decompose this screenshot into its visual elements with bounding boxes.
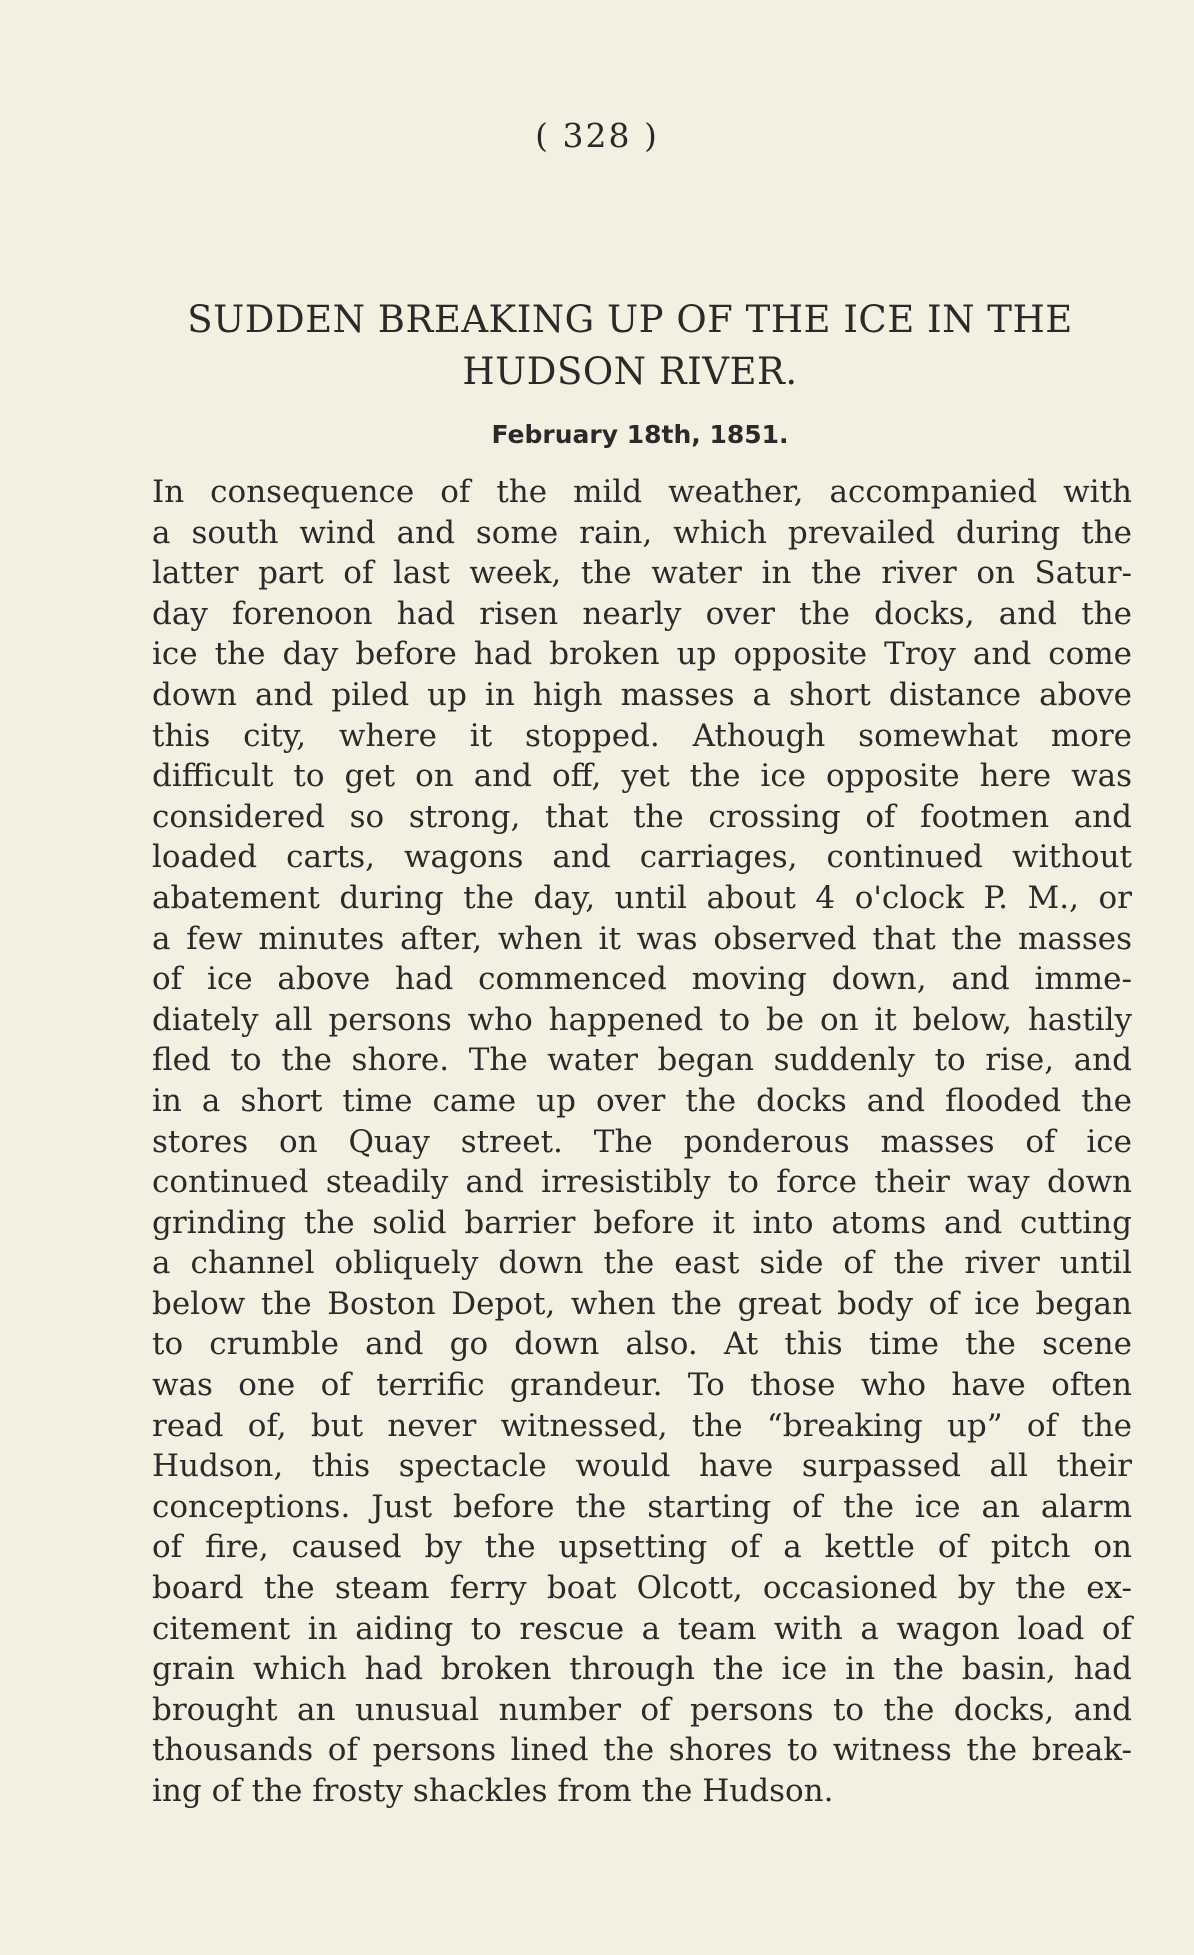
body-line: continued steadily and irresistibly to force their way down [152,1164,1132,1201]
article-date: February 18th, 1851. [491,420,789,449]
body-line: a south wind and some rain, which prevailed during the [152,514,1132,551]
body-line: citement in aiding to rescue a team with a wagon load of [152,1610,1132,1647]
body-line: In consequence of the mild weather, accompanied with [152,474,1132,510]
body-line: of fire, caused by the upsetting of a kettle of pitch on [152,1529,1132,1566]
body-line: a few minutes after, when it was observed that the masses [152,920,1132,957]
body-line: in a short time came up over the docks and flooded the [152,1082,1132,1119]
body-line: ing of the frosty shackles from the Hudson. [152,1773,834,1809]
body-line: board the steam ferry boat Olcott, occasioned by the ex- [152,1570,1132,1607]
body-line: grinding the solid barrier before it into atoms and cutting [152,1204,1132,1241]
body-line: a channel obliquely down the east side of the river until [152,1245,1132,1282]
body-line: fled to the shore. The water began suddenly to rise, and [152,1042,1132,1079]
body-line: down and piled up in high masses a short distance above [152,676,1132,713]
body-line: below the Boston Depot, when the great body of ice began [152,1285,1132,1322]
body-line: latter part of last week, the water in the river on Satur- [152,555,1132,592]
body-line: read of, but never witnessed, the “breaking up” of the [152,1407,1132,1444]
body-line: brought an unusual number of persons to the docks, and [152,1691,1132,1728]
body-line: difficult to get on and off, yet the ice opposite here was [152,758,1132,795]
body-line: Hudson, this spectacle would have surpassed all their [152,1448,1132,1485]
body-line: conceptions. Just before the starting of the ice an alarm [152,1488,1132,1525]
body-line: to crumble and go down also. At this time the scene [152,1326,1132,1363]
body-line: this city, where it stopped. Athough somewhat more [152,717,1132,754]
body-line: of ice above had commenced moving down, and imme- [152,961,1132,998]
article-body [152,472,1132,1812]
body-line: diately all persons who happened to be on it below, hastily [152,1001,1132,1038]
body-line: considered so strong, that the crossing of footmen and [152,798,1132,835]
body-line: day forenoon had risen nearly over the docks, and the [152,595,1132,632]
body-line: ice the day before had broken up opposite Troy and come [152,636,1132,673]
body-line: abatement during the day, until about 4 o'clock P. M., or [152,879,1132,916]
body-line: stores on Quay street. The ponderous masses of ice [152,1123,1132,1160]
body-line: was one of terrific grandeur. To those who have often [152,1367,1132,1404]
body-line: loaded carts, wagons and carriages, continued without [152,839,1132,876]
article-title: SUDDEN BREAKING UP OF THE ICE IN THE HUDSON RIVER. [187,298,1073,393]
body-line: thousands of persons lined the shores to witness the break- [152,1732,1132,1769]
page-number: ( 328 ) [535,116,659,155]
body-line: grain which had broken through the ice in the basin, had [152,1651,1132,1688]
